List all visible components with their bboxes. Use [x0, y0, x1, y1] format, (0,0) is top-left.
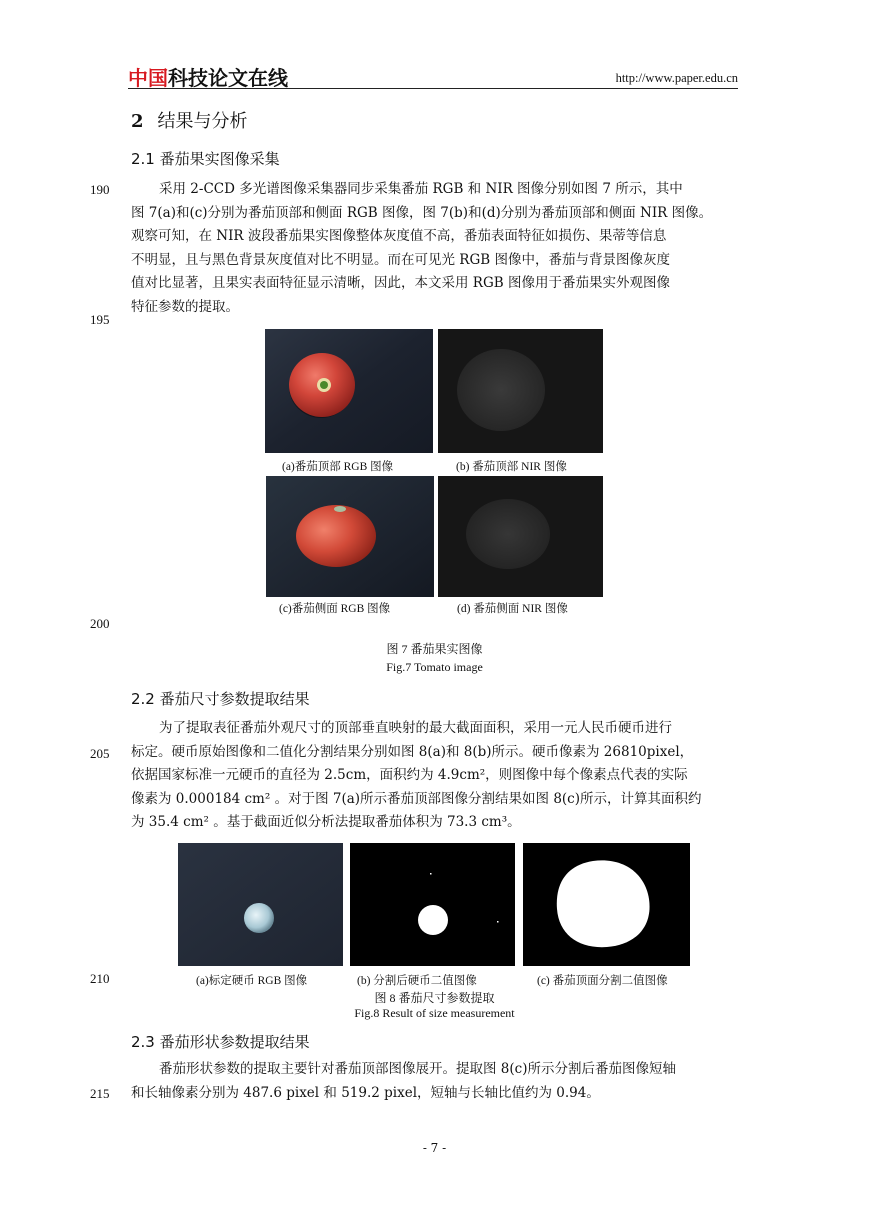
para-line: 和长轴像素分别为 487.6 pixel 和 519.2 pixel，短轴与长轴比值约为 0.94。: [131, 1084, 600, 1101]
fig8c-tomato-binary-image: [523, 843, 690, 966]
para-line: 值对比显著，且果实表面特征显示清晰，因此，本文采用 RGB 图像用于番茄果实外观图像: [131, 275, 670, 292]
para-line: 像素为 0.000184 cm² 。对于图 7(a)所示番茄顶部图像分割结果如图 8(c)所示，计算其面积约: [131, 790, 702, 807]
subsection-2-1-title: 2.1 番茄果实图像采集: [131, 150, 280, 168]
subsection-2-3-title: 2.3 番茄形状参数提取结果: [131, 1033, 310, 1051]
para-line: 标定。硬币原始图像和二值化分割结果分别如图 8(a)和 8(b)所示。硬币像素为 26810pixel，: [131, 743, 694, 760]
subsection-2-2-title: 2.2 番茄尺寸参数提取结果: [131, 690, 310, 708]
para-line: 番茄形状参数的提取主要针对番茄顶部图像展开。提取图 8(c)所示分割后番茄图像短轴: [159, 1061, 676, 1077]
fig8-caption-en: Fig.8 Result of size measurement: [354, 1006, 515, 1020]
section-heading: [131, 107, 248, 133]
fig8c-caption: (c) 番茄顶面分割二值图像: [537, 975, 668, 987]
fig7b-caption: (b) 番茄顶部 NIR 图像: [456, 461, 567, 473]
fig7b-tomato-top-nir-image: [438, 329, 603, 453]
line-number: 195: [90, 312, 110, 327]
fig8a-coin-rgb-image: [178, 843, 343, 966]
para-line: 依据国家标准一元硬币的直径为 2.5cm，面积约为 4.9cm²，则图像中每个像素点代表的实际: [131, 767, 688, 784]
line-number: 205: [90, 746, 110, 761]
para-line: 特征参数的提取。: [131, 298, 239, 315]
para-line: 采用 2-CCD 多光谱图像采集器同步采集番茄 RGB 和 NIR 图像分别如图 7 所示，其中: [159, 181, 683, 197]
logo-black-text: 科技论文在线: [168, 66, 288, 90]
fig7c-caption: (c)番茄侧面 RGB 图像: [279, 603, 391, 615]
fig7d-tomato-side-nir-image: [438, 476, 603, 597]
fig7a-caption: (a)番茄顶部 RGB 图像: [282, 461, 394, 473]
para-line: 图 7(a)和(c)分别为番茄顶部和侧面 RGB 图像，图 7(b)和(d)分别为番茄顶部和侧面 NIR 图像。: [131, 204, 713, 221]
fig8b-caption: (b) 分割后硬币二值图像: [357, 975, 477, 987]
header-divider: [128, 88, 738, 89]
header-url[interactable]: http://www.paper.edu.cn: [615, 71, 738, 85]
fig7-caption-cn: 图 7 番茄果实图像: [386, 642, 483, 656]
logo-red-text: 中国: [128, 66, 168, 90]
para-line: 为了提取表征番茄外观尺寸的顶部垂直映射的最大截面面积，采用一元人民币硬币进行: [159, 720, 672, 736]
paragraph-2-3: [131, 1058, 739, 1105]
fig7c-tomato-side-rgb-image: [266, 476, 434, 597]
line-number: 215: [90, 1086, 110, 1101]
paragraph-2-1: [131, 178, 739, 320]
line-number: 210: [90, 971, 110, 986]
section-number: 2: [131, 111, 144, 132]
page-number: - 7 -: [422, 1141, 447, 1155]
fig7d-caption: (d) 番茄侧面 NIR 图像: [457, 603, 568, 615]
para-line: 观察可知，在 NIR 波段番茄果实图像整体灰度值不高，番茄表面特征如损伤、果蒂等信息: [131, 228, 667, 245]
fig7-caption-en: Fig.7 Tomato image: [386, 660, 483, 674]
fig8b-coin-binary-image: [350, 843, 515, 966]
line-number: 200: [90, 616, 110, 631]
fig8a-caption: (a)标定硬币 RGB 图像: [196, 975, 308, 987]
line-number: 190: [90, 182, 110, 197]
journal-logo: [128, 62, 288, 91]
para-line: 不明显，且与黑色背景灰度值对比不明显。而在可见光 RGB 图像中，番茄与背景图像灰度: [131, 251, 670, 268]
para-line: 为 35.4 cm² 。基于截面近似分析法提取番茄体积为 73.3 cm³。: [131, 814, 521, 831]
paragraph-2-2: [131, 717, 739, 835]
fig8-caption-cn: 图 8 番茄尺寸参数提取: [374, 991, 495, 1005]
fig7a-tomato-top-rgb-image: [265, 329, 433, 453]
section-title: 结果与分析: [157, 111, 248, 132]
